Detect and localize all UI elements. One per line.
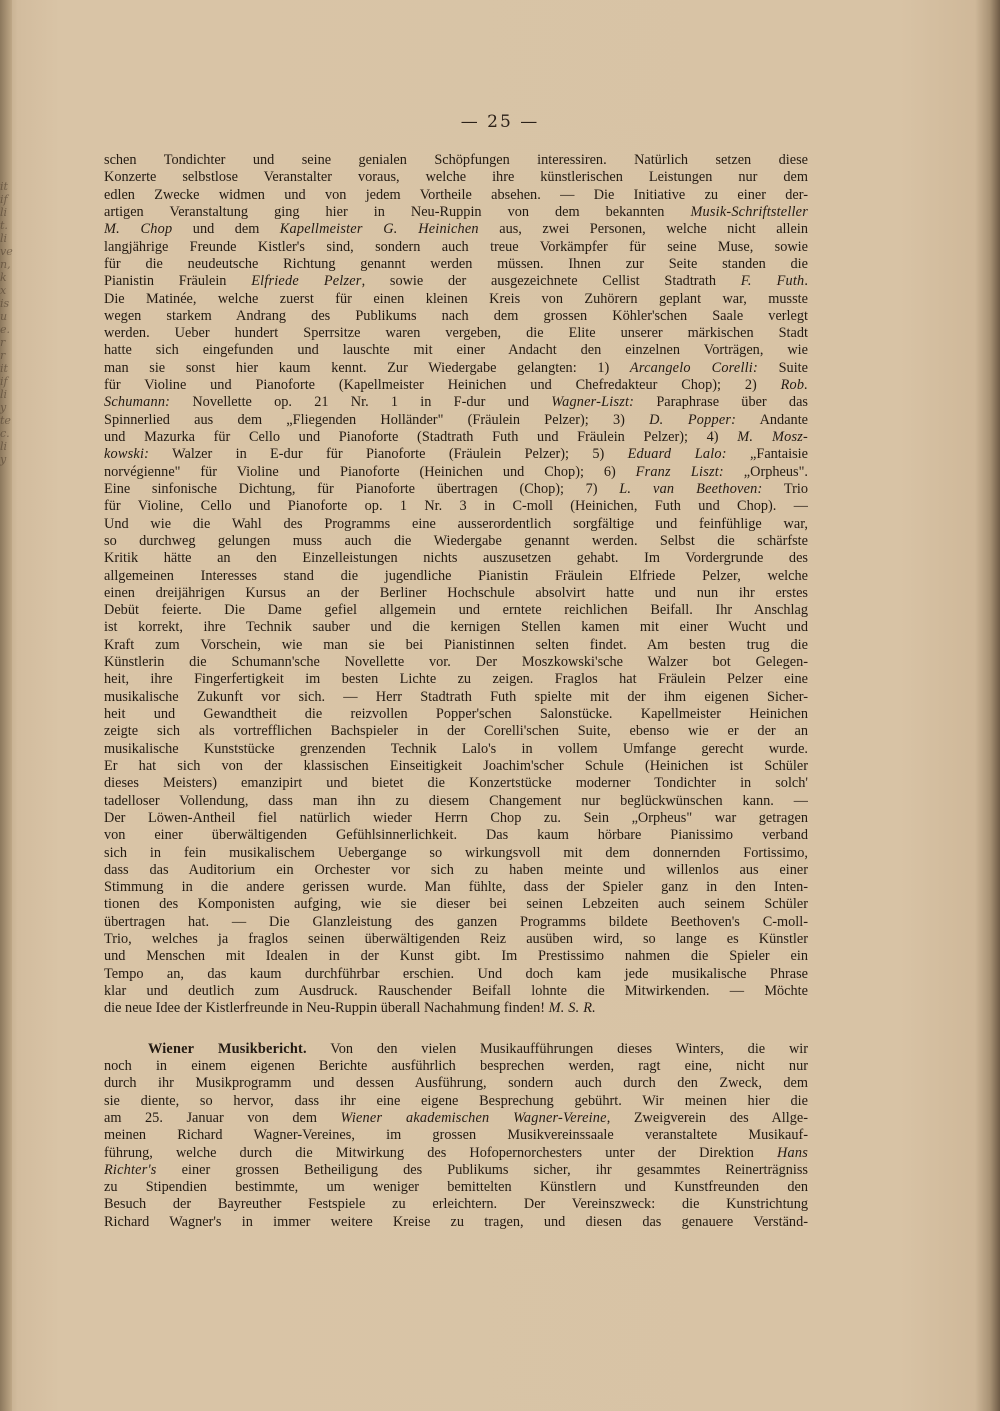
text-segment: zu Stipendien bestimmte, um weniger bemittelten Künstlern und Kunstfreunden den: [104, 1179, 808, 1196]
text-segment: und Mazurka für Cello und Pianoforte (Stadtrath Futh und Fräulein Pelzer); 4): [104, 429, 738, 445]
text-line: [104, 862, 808, 879]
text-segment: dass das Auditorium ein Orchester vor sich zu haben meinte und willenlos aus einer: [104, 861, 808, 878]
text-line: [104, 741, 808, 758]
text-line: [104, 308, 808, 325]
text-line: [104, 1000, 808, 1017]
text-line: [104, 619, 808, 636]
text-segment: .: [804, 273, 808, 290]
text-line: [104, 360, 808, 377]
text-line: [104, 464, 808, 481]
text-line: [104, 429, 808, 446]
text-segment: „Orpheus".: [723, 463, 808, 480]
text-line: [104, 568, 808, 585]
text-line: [104, 239, 808, 256]
text-line: [104, 1075, 808, 1092]
text-segment: zeigte sich als vortrefflichen Bachspieler in der Corelli'schen Suite, ebenso wie er der an: [104, 723, 808, 740]
text-line: [104, 896, 808, 913]
text-segment: Kraft zum Vorschein, wie man sie bei Pianistinnen selten findet. Am besten trug die: [104, 636, 808, 653]
text-segment: übertragen hat. — Die Glanzleistung des ganzen Programms bildete Beethoven's C-moll-: [104, 913, 808, 930]
text-line: [104, 1041, 808, 1058]
text-line: [104, 637, 808, 654]
italic-name: Hans: [777, 1144, 808, 1161]
text-segment: Trio, welches ja fraglos seinen überwältigenden Reiz ausüben wird, so lange es Künstler: [104, 931, 808, 948]
text-line: [104, 671, 808, 688]
text-segment: Richard Wagner's in immer weitere Kreise zu tragen, und diesen das genauere Verständ-: [104, 1213, 808, 1230]
text-line: [104, 377, 808, 394]
text-line: [104, 533, 808, 550]
text-line: [104, 931, 808, 948]
text-line: [104, 1145, 808, 1162]
text-segment: Von den vielen Musikaufführungen dieses Winters, die wir: [306, 1040, 808, 1057]
text-line: [104, 481, 808, 498]
text-segment: schen Tondichter und seine genialen Schöpfungen interessiren. Natürlich setzen diese: [104, 152, 808, 168]
text-segment: artigen Veranstaltung ging hier in Neu-Ruppin von dem bekannten: [104, 203, 691, 220]
text-segment: Debüt feierte. Die Dame gefiel allgemein und erntete reichlichen Beifall. Ihr Anschlag: [104, 602, 808, 619]
text-line: [104, 758, 808, 775]
italic-name: L. van Beethoven:: [619, 480, 763, 497]
text-segment: heit, ihre Fingerfertigkeit im besten Lichte zu zeigen. Fraglos hat Fräulein Pelzer eine: [104, 671, 808, 688]
italic-name: Elfriede Pelzer: [251, 273, 362, 290]
text-segment: allgemeinen Interesses stand die jugendliche Pianistin Fräulein Elfriede Pelzer, welche: [104, 567, 808, 584]
text-line: [104, 1214, 808, 1231]
italic-name: kowski:: [104, 446, 150, 463]
text-line: [104, 1179, 808, 1196]
text-segment: musikalische Zukunft vor sich. — Herr Stadtrath Futh spielte mit der ihm eigenen Sicher-: [104, 688, 808, 705]
text-line: [104, 325, 808, 342]
text-line: [104, 1196, 808, 1213]
text-segment: werden. Ueber hundert Sperrsitze waren vergeben, die Elite unserer märkischen Stadt: [104, 325, 808, 342]
text-segment: Walzer in E-dur für Pianoforte (Fräulein Pelzer); 5): [149, 446, 628, 463]
paragraph-gap: [104, 1018, 808, 1041]
text-segment: hatte sich eingefunden und lauschte mit einer Andacht den einzelnen Vorträgen, wie: [104, 342, 808, 359]
paragraph-neu-ruppin-concert: [104, 152, 808, 1018]
text-line: [104, 516, 808, 533]
text-segment: aus, zwei Personen, welche nicht allein: [478, 221, 808, 238]
text-line: [104, 879, 808, 896]
text-line: [104, 1093, 808, 1110]
text-segment: einer grossen Betheiligung des Publikums sicher, ihr gesammtes Reinerträgniss: [156, 1161, 808, 1178]
text-segment: die neue Idee der Kistlerfreunde in Neu-Ruppin überall Nachahmung finden!: [104, 1000, 549, 1017]
text-line: [104, 948, 808, 965]
text-line: [104, 256, 808, 273]
text-line: [104, 654, 808, 671]
text-segment: wegen starkem Andrang des Publikums nach dem grossen Köhler'schen Saale verlegt: [104, 307, 808, 324]
text-segment: tadelloser Vollendung, dass man ihn zu diesem Changement nur beglückwünschen kann. —: [104, 792, 808, 809]
text-segment: für Violine, Cello und Pianoforte op. 1 Nr. 3 in C-moll (Heinichen, Futh und Chop). —: [104, 498, 808, 515]
text-segment: von einer überwältigenden Gefühlsinnerlichkeit. Das kaum hörbare Pianissimo verband: [104, 827, 808, 844]
text-segment: meinen Richard Wagner-Vereines, im grossen Musikvereinssaale veranstaltete Musikauf-: [104, 1127, 808, 1144]
text-line: [104, 706, 808, 723]
text-segment: für Violine und Pianoforte (Kapellmeister Heinichen und Chefredakteur Chop); 2): [104, 377, 781, 394]
text-line: [104, 983, 808, 1000]
text-segment: einen dreijährigen Kursus an der Berliner Hochschule absolvirt hatte und nun ihr erstes: [104, 584, 808, 601]
text-line: [104, 689, 808, 706]
text-line: [104, 412, 808, 429]
body-text: [104, 152, 808, 1231]
text-segment: Der Löwen-Antheil fiel natürlich wieder Herrn Chop zu. Sein „Orpheus" war getragen: [104, 809, 808, 826]
italic-name: Franz Liszt:: [635, 463, 724, 480]
text-segment: Die Matinée, welche zuerst für einen kleinen Kreis von Zuhörern geplant war, musste: [104, 290, 808, 307]
text-segment: man sie sonst hier kaum kennt. Zur Wiedergabe gelangten: 1): [104, 359, 630, 376]
text-line: [104, 291, 808, 308]
section-heading: Wiener Musikbericht.: [148, 1040, 307, 1057]
text-segment: sie diente, so hervor, dass ihr eine eigene Besprechung gebührt. Wir meinen hier die: [104, 1092, 808, 1109]
text-line: [104, 1110, 808, 1127]
text-line: [104, 793, 808, 810]
text-segment: Besuch der Bayreuther Festspiele zu erleichtern. Der Vereinszweck: die Kunstrichtung: [104, 1196, 808, 1213]
text-line: [104, 394, 808, 411]
text-line: [104, 810, 808, 827]
italic-name: D. Popper:: [649, 411, 737, 428]
italic-name: F. Futh: [740, 273, 805, 290]
text-segment: Andante: [736, 411, 808, 428]
text-segment: , sowie der ausgezeichnete Cellist Stadtrath: [361, 273, 741, 290]
text-line: [104, 152, 808, 169]
text-segment: Spinnerlied aus dem „Fliegenden Holländer" (Fräulein Pelzer); 3): [104, 411, 650, 428]
text-segment: norvégienne" für Violine und Pianoforte (Heinichen und Chop); 6): [104, 463, 636, 480]
text-line: [104, 1127, 808, 1144]
text-line: [104, 966, 808, 983]
text-segment: führung, welche durch die Mitwirkung des Hofopernorchesters unter der Direktion: [104, 1144, 777, 1161]
text-line: [104, 273, 808, 290]
text-segment: Tempo an, das kaum durchführbar erschien. Und doch kam jede musikalische Phrase: [104, 965, 808, 982]
text-line: [104, 204, 808, 221]
italic-name: Rob.: [780, 377, 808, 394]
text-segment: langjährige Freunde Kistler's sind, sondern auch treue Vorkämpfer für seine Muse, sowie: [104, 238, 808, 255]
text-segment: ist korrekt, ihre Technik sauber und die kernigen Stellen kamen mit einer Wucht und: [104, 619, 808, 636]
text-segment: Suite: [757, 359, 808, 376]
text-line: [104, 169, 808, 186]
bleed-through-margin: it if li t. li ve n, k x is u e. r r it if li y te c. li y: [0, 180, 13, 466]
text-segment: Eine sinfonische Dichtung, für Pianoforte übertragen (Chop); 7): [104, 480, 620, 497]
text-line: [104, 602, 808, 619]
text-segment: noch in einem eigenen Berichte ausführlich besprechen werden, ragt eine, nicht nur: [104, 1057, 808, 1074]
italic-name: Wagner-Liszt:: [551, 394, 635, 411]
text-segment: , Zweigverein des Allge-: [606, 1109, 808, 1126]
text-segment: Konzerte selbstlose Veranstalter voraus, welche ihre künstlerischen Leistungen nur dem: [104, 169, 808, 186]
text-segment: „Fantaisie: [726, 446, 808, 463]
text-line: [104, 1058, 808, 1075]
text-segment: am 25. Januar von dem: [104, 1109, 341, 1126]
italic-name: Kapellmeister G. Heinichen: [279, 221, 479, 238]
text-segment: so durchweg gelungen muss auch die Wiedergabe genannt werden. Selbst die schärfste: [104, 532, 808, 549]
text-line: [104, 585, 808, 602]
text-segment: heit und Gewandtheit die reizvollen Popper'schen Salonstücke. Kapellmeister Heinichen: [104, 706, 808, 722]
text-line: [104, 342, 808, 359]
text-segment: klar und deutlich zum Ausdruck. Rauschender Beifall lohnte die Mitwirkenden. — Möchte: [104, 983, 808, 999]
text-segment: durch ihr Musikprogramm und dessen Ausführung, sondern auch durch den Zweck, dem: [104, 1075, 808, 1092]
italic-name: Eduard Lalo:: [627, 446, 727, 463]
italic-name: M. Mosz-: [737, 429, 808, 445]
text-line: [104, 914, 808, 931]
text-line: [104, 550, 808, 567]
text-segment: Und wie die Wahl des Programms eine ausserordentlich sorgfältige und feinfühlige war,: [104, 515, 808, 532]
text-segment: sich in fein musikalischem Uebergange so wirkungsvoll mit dem donnernden Fortissimo,: [104, 844, 808, 861]
text-segment: Trio: [762, 480, 808, 497]
text-line: [104, 827, 808, 844]
text-segment: Paraphrase über das: [634, 394, 808, 411]
italic-name: Richter's: [104, 1161, 157, 1178]
italic-name: M. S. R.: [548, 1000, 596, 1017]
italic-name: Wiener akademischen Wagner-Vereine: [340, 1109, 607, 1126]
text-segment: Pianistin Fräulein: [104, 273, 252, 290]
italic-name: Musik-Schriftsteller: [690, 203, 808, 220]
text-line: [104, 446, 808, 463]
italic-name: M. Chop: [104, 221, 173, 238]
text-line: [104, 845, 808, 862]
paragraph-wiener-musikbericht: [104, 1041, 808, 1231]
italic-name: Schumann:: [104, 394, 171, 411]
text-line: [104, 498, 808, 515]
text-segment: tionen des Komponisten aufging, wie sie dieser bei seinen Lebzeiten auch seinem Schüler: [104, 896, 808, 913]
text-line: [104, 187, 808, 204]
text-segment: dieses Meisters) emanzipirt und bietet die Konzertstücke moderner Tondichter in solch': [104, 775, 808, 792]
text-segment: und dem: [172, 221, 280, 238]
text-segment: Künstlerin die Schumann'sche Novellette vor. Der Moszkowski'sche Walzer bot Gelegen-: [104, 654, 808, 671]
page-number: — 25 —: [460, 112, 540, 132]
text-line: [104, 221, 808, 238]
text-segment: Stimmung in die andere gerissen wurde. Man fühlte, dass der Spieler ganz in den Inten-: [104, 879, 808, 896]
text-segment: Er hat sich von der klassischen Einseitigkeit Joachim'scher Schule (Heinichen ist Schüler: [104, 757, 808, 774]
text-segment: und Menschen mit Idealen in der Kunst gibt. Im Prestissimo nahmen die Spieler ein: [104, 948, 808, 965]
text-segment: musikalische Kunststücke grenzenden Technik Lalo's in vollem Umfange gerecht wurde.: [104, 740, 808, 757]
text-segment: Novellette op. 21 Nr. 1 in F-dur und: [170, 394, 552, 411]
text-line: [104, 723, 808, 740]
text-segment: Kritik hätte an den Einzelleistungen nichts auszusetzen gehabt. Im Vordergrunde des: [104, 550, 808, 567]
text-segment: edlen Zwecke widmen und von jedem Vortheile absehen. — Die Initiative zu einer der-: [104, 186, 808, 203]
text-segment: für die neudeutsche Richtung genannt werden müssen. Ihnen zur Seite standen die: [104, 255, 808, 272]
italic-name: Arcangelo Corelli:: [629, 359, 758, 376]
text-line: [104, 775, 808, 792]
text-line: [104, 1162, 808, 1179]
